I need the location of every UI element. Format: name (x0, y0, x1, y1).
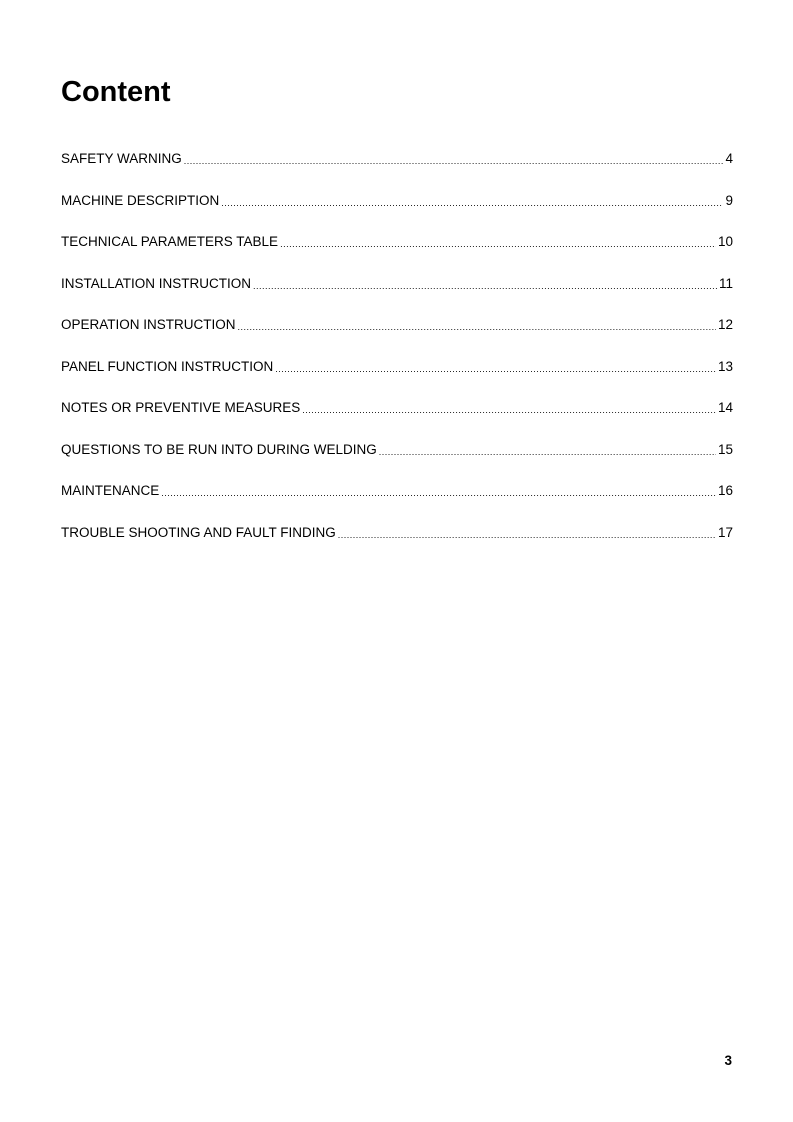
toc-entry-installation-instruction[interactable] (61, 274, 733, 316)
toc-entry-label: QUESTIONS TO BE RUN INTO DURING WELDING (61, 441, 377, 457)
toc-dot-leader (221, 193, 723, 213)
toc-entry-page: 4 (725, 151, 733, 166)
toc-dot-leader (275, 359, 716, 379)
toc-entry-label: SAFETY WARNING (61, 151, 182, 166)
toc-entry-page: 9 (725, 192, 733, 208)
toc-entry-maintenance[interactable] (61, 481, 733, 523)
toc-entry-page: 12 (717, 317, 733, 332)
toc-dot-leader (338, 525, 716, 545)
toc-entry-operation-instruction[interactable] (61, 315, 733, 357)
toc-entry-page: 11 (718, 275, 733, 291)
toc-entry-label: TECHNICAL PARAMETERS TABLE (61, 234, 279, 249)
toc-entry-technical-parameters-table[interactable] (61, 232, 733, 274)
toc-dot-leader (238, 317, 716, 337)
toc-dot-leader (280, 234, 716, 254)
table-of-contents (61, 149, 733, 564)
toc-entry-label: PANEL FUNCTION INSTRUCTION (61, 358, 274, 374)
page-number: 3 (724, 1053, 732, 1068)
toc-entry-label: MAINTENANCE (61, 483, 160, 498)
toc-entry-questions-during-welding[interactable] (61, 440, 733, 482)
toc-entry-page: 14 (717, 400, 733, 415)
toc-entry-machine-description[interactable] (61, 191, 733, 233)
toc-entry-notes-or-preventive-measures[interactable] (61, 398, 733, 440)
toc-entry-page: 15 (717, 441, 733, 457)
toc-dot-leader (302, 400, 716, 420)
toc-entry-label: TROUBLE SHOOTING AND FAULT FINDING (61, 524, 336, 540)
toc-entry-label: NOTES OR PREVENTIVE MEASURES (61, 400, 301, 415)
toc-dot-leader (253, 276, 717, 296)
page-title: Content (61, 76, 171, 108)
toc-entry-label: INSTALLATION INSTRUCTION (61, 275, 252, 291)
toc-entry-label: OPERATION INSTRUCTION (61, 317, 236, 332)
toc-entry-page: 10 (717, 234, 733, 249)
toc-entry-trouble-shooting[interactable] (61, 523, 733, 565)
toc-dot-leader (184, 151, 724, 171)
toc-dot-leader (379, 442, 716, 462)
toc-dot-leader (161, 483, 716, 503)
toc-entry-panel-function-instruction[interactable] (61, 357, 733, 399)
toc-entry-label: MACHINE DESCRIPTION (61, 192, 220, 208)
toc-entry-page: 16 (717, 483, 733, 498)
toc-entry-safety-warning[interactable] (61, 149, 733, 191)
toc-entry-page: 13 (717, 358, 733, 374)
toc-entry-page: 17 (717, 524, 733, 540)
